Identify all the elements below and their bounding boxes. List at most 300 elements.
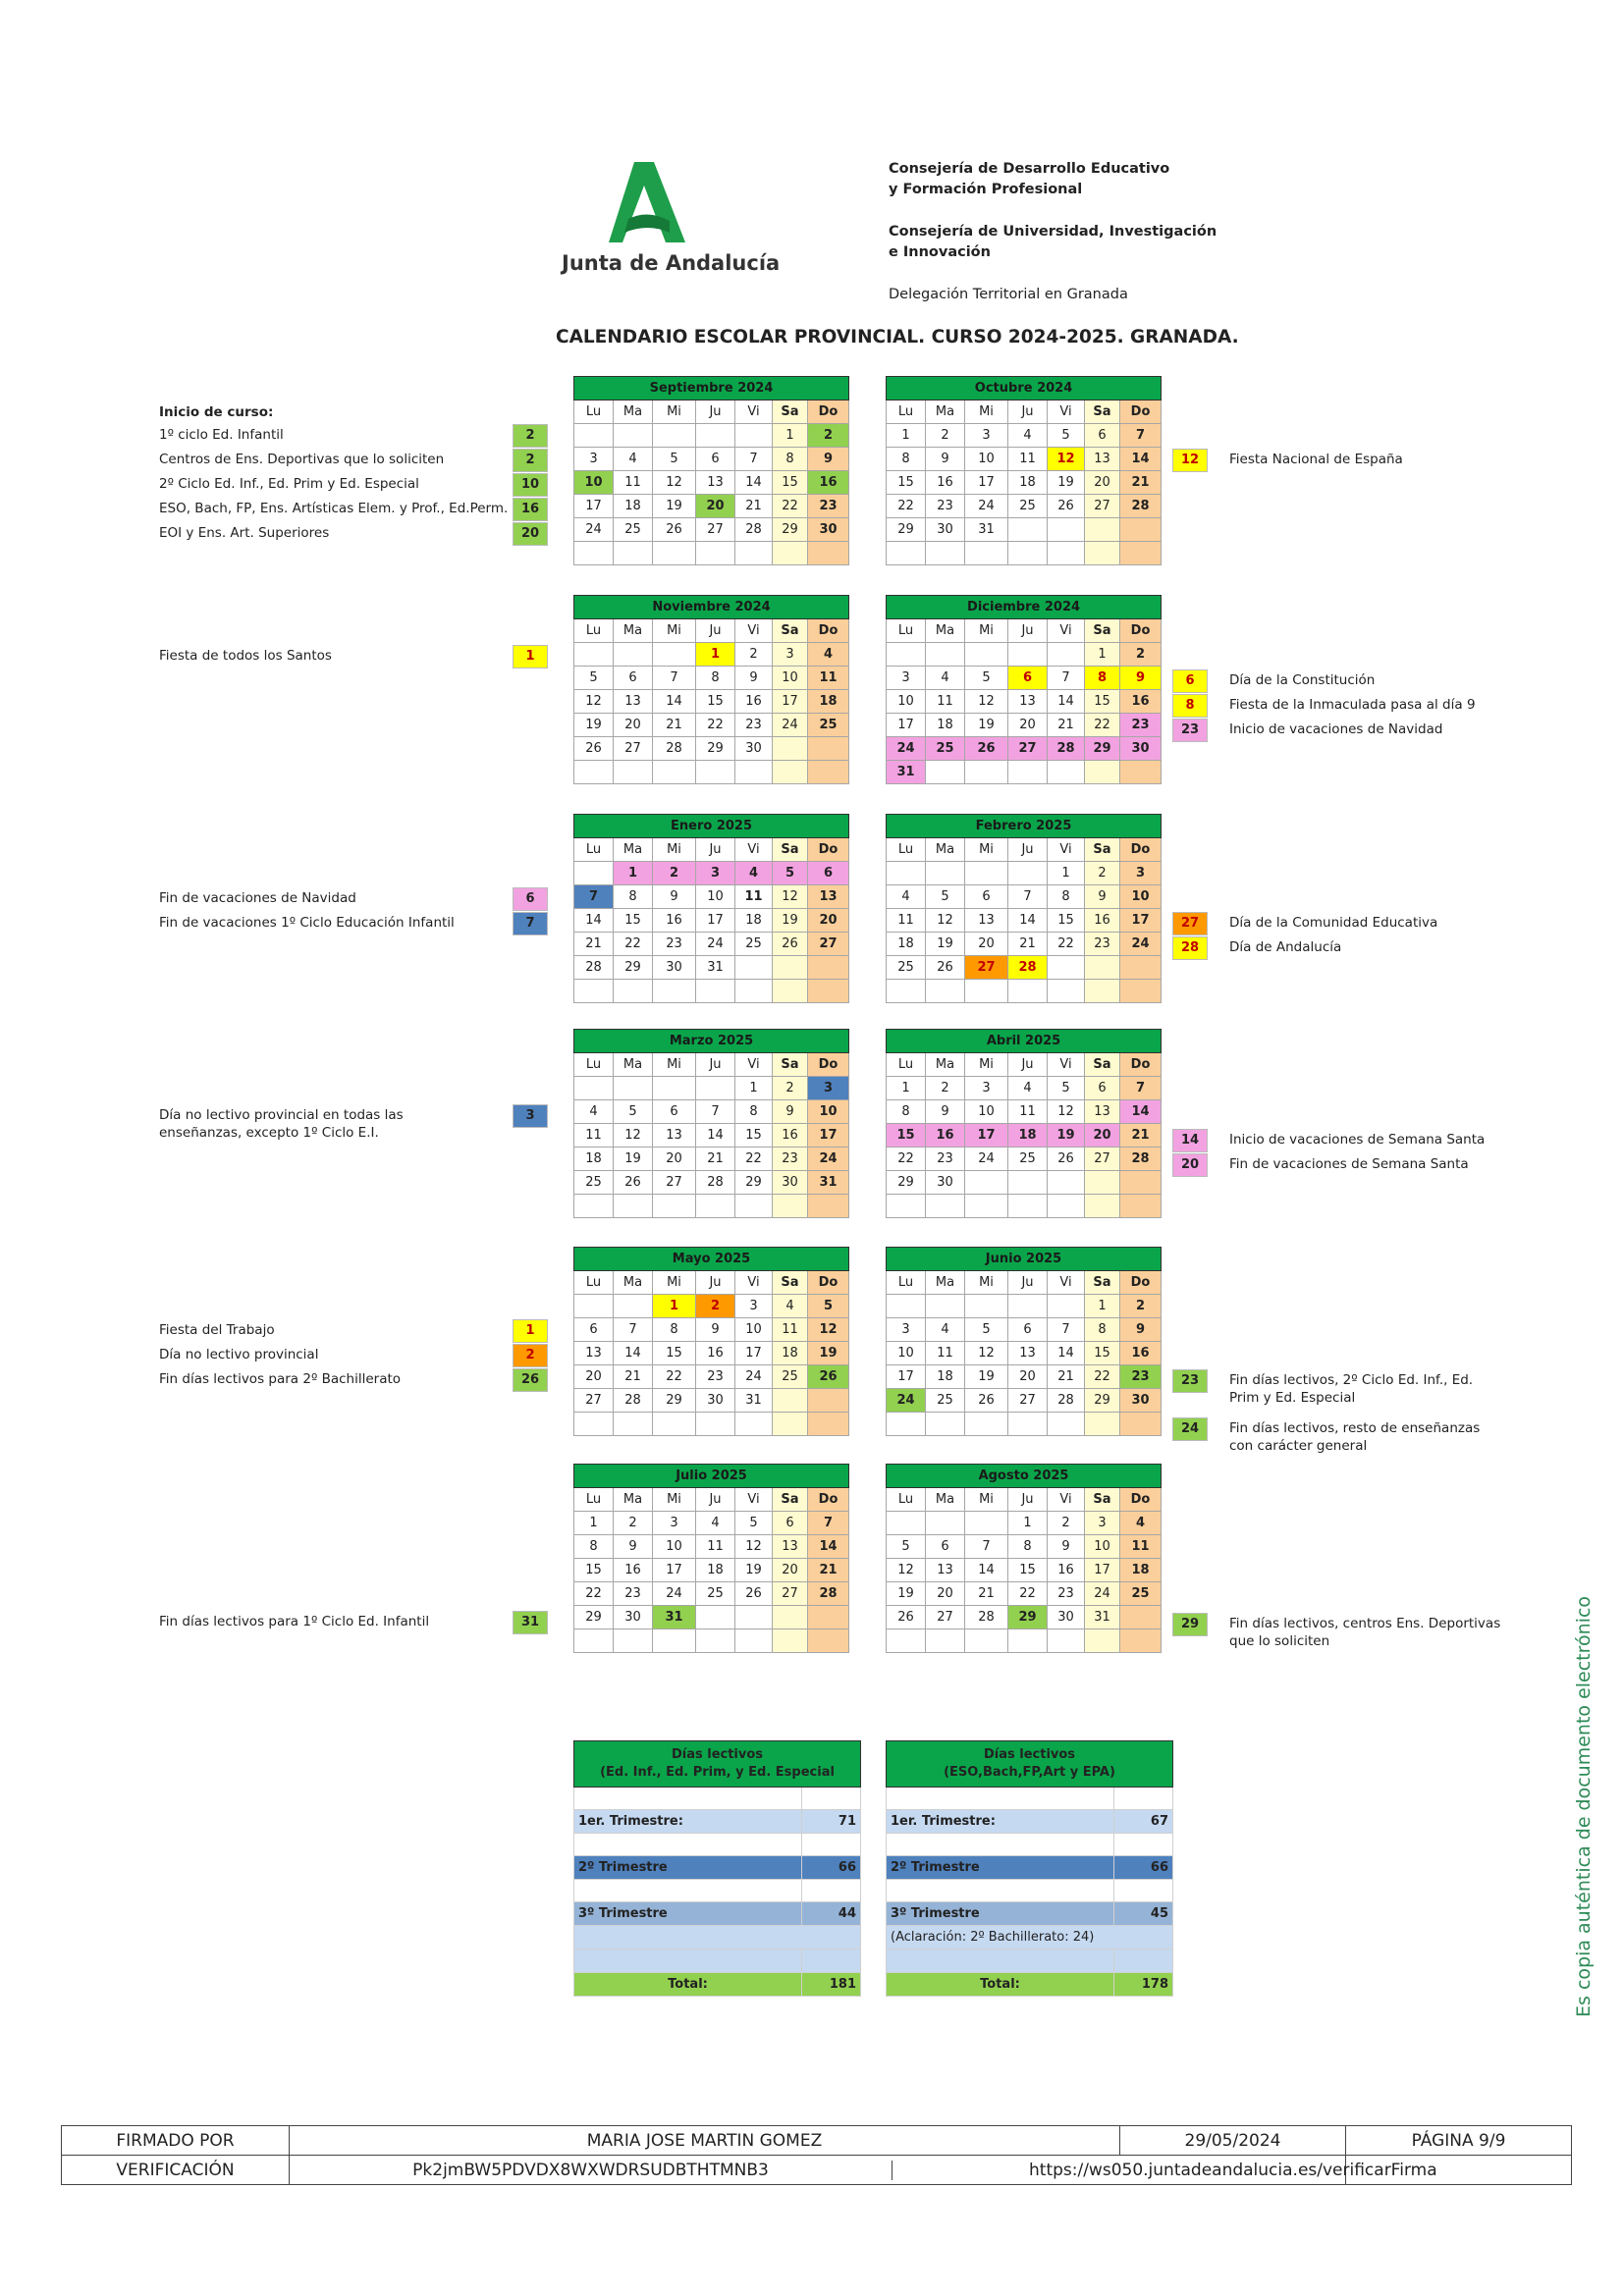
weekday-header: Do [808, 1488, 849, 1512]
empty-cell [773, 956, 808, 980]
day-cell: 5 [965, 667, 1008, 690]
empty-cell [887, 1413, 926, 1436]
empty-cell [773, 980, 808, 1003]
day-cell: 10 [887, 690, 926, 714]
day-cell: 1 [653, 1295, 696, 1318]
day-cell: 27 [1008, 737, 1048, 761]
legend-line: que lo soliciten [1229, 1633, 1330, 1649]
day-cell: 11 [926, 690, 965, 714]
empty-cell [696, 1629, 735, 1653]
weekday-header: Ma [926, 400, 965, 424]
day-cell: 19 [926, 933, 965, 956]
legend-line: Día de la Constitución [1229, 672, 1376, 688]
day-cell: 22 [653, 1365, 696, 1389]
summary-value: 66 [802, 1856, 861, 1880]
day-cell: 24 [773, 714, 808, 737]
weekday-header: Do [1120, 400, 1162, 424]
empty-cell [965, 1629, 1008, 1653]
day-cell: 12 [574, 690, 614, 714]
weekday-header: Ju [696, 838, 735, 862]
day-cell: 4 [614, 448, 653, 471]
dept2-line1: Consejería de Universidad, Investigación [889, 224, 1217, 240]
empty-cell [1048, 643, 1085, 667]
empty-cell [1120, 1195, 1162, 1218]
weekday-header: Sa [773, 1271, 808, 1295]
month-title: Enero 2025 [574, 815, 849, 838]
day-cell: 3 [773, 643, 808, 667]
day-cell: 31 [696, 956, 735, 980]
day-cell: 5 [965, 1318, 1008, 1342]
day-cell: 1 [614, 862, 653, 885]
left-legend-badge: 16 [513, 498, 548, 521]
day-cell: 4 [808, 643, 849, 667]
day-cell: 6 [696, 448, 735, 471]
left-legend-label: Día no lectivo provincial [159, 1347, 319, 1362]
day-cell: 24 [1120, 933, 1162, 956]
day-cell: 3 [887, 667, 926, 690]
day-cell: 14 [1120, 448, 1162, 471]
verif-url[interactable]: https://ws050.juntadeandalucia.es/verificarFirma [1029, 2161, 1437, 2180]
day-cell: 5 [808, 1295, 849, 1318]
month-8 [886, 1029, 1162, 1218]
summary-value [802, 1788, 861, 1810]
day-cell: 12 [808, 1318, 849, 1342]
weekday-header: Do [1120, 1053, 1162, 1077]
day-cell: 29 [653, 1389, 696, 1413]
summary-title [574, 1741, 861, 1788]
day-cell: 26 [965, 1389, 1008, 1413]
day-cell: 12 [965, 690, 1008, 714]
day-cell: 10 [653, 1535, 696, 1559]
weekday-header: Vi [735, 400, 773, 424]
day-cell: 10 [965, 1100, 1008, 1124]
weekday-header: Do [808, 838, 849, 862]
summary-title-line: (Ed. Inf., Ed. Prim, y Ed. Especial [600, 1765, 835, 1780]
right-legend-badge: 28 [1172, 936, 1208, 960]
empty-cell [653, 424, 696, 448]
empty-cell [735, 1195, 773, 1218]
day-cell: 8 [735, 1100, 773, 1124]
day-cell: 28 [735, 518, 773, 542]
side-note: Es copia auténtica de documento electrónico [1573, 1595, 1595, 2017]
day-cell: 5 [1048, 1077, 1085, 1100]
weekday-header: Do [808, 400, 849, 424]
day-cell: 14 [735, 471, 773, 495]
day-cell: 7 [965, 1535, 1008, 1559]
empty-cell [735, 956, 773, 980]
day-cell: 18 [773, 1342, 808, 1365]
day-cell: 28 [808, 1582, 849, 1606]
month-4 [886, 595, 1162, 784]
empty-cell [1085, 518, 1120, 542]
day-cell: 10 [965, 448, 1008, 471]
day-cell: 21 [696, 1148, 735, 1171]
day-cell: 9 [808, 448, 849, 471]
empty-cell [653, 761, 696, 784]
day-cell: 3 [653, 1512, 696, 1535]
summary-total-label: Total: [574, 1973, 802, 1997]
day-cell: 15 [1048, 909, 1085, 933]
day-cell: 1 [1085, 1295, 1120, 1318]
weekday-header: Lu [574, 1271, 614, 1295]
day-cell: 14 [574, 909, 614, 933]
day-cell: 1 [1085, 643, 1120, 667]
summary-label: 1er. Trimestre: [887, 1810, 1114, 1834]
day-cell: 5 [653, 448, 696, 471]
day-cell: 26 [887, 1606, 926, 1629]
day-cell: 18 [808, 690, 849, 714]
day-cell: 2 [1048, 1512, 1085, 1535]
day-cell: 5 [1048, 424, 1085, 448]
day-cell: 3 [696, 862, 735, 885]
day-cell: 13 [696, 471, 735, 495]
weekday-header: Do [1120, 1271, 1162, 1295]
dept1-line2: y Formación Profesional [889, 182, 1083, 197]
empty-cell [574, 1413, 614, 1436]
empty-cell [735, 1629, 773, 1653]
summary-value [1114, 1949, 1173, 1973]
empty-cell [1048, 1413, 1085, 1436]
weekday-header: Vi [735, 1271, 773, 1295]
day-cell: 2 [926, 1077, 965, 1100]
empty-cell [614, 542, 653, 565]
left-legend-badge: 31 [513, 1611, 548, 1634]
empty-cell [574, 1077, 614, 1100]
left-legend-label: Fiesta del Trabajo [159, 1322, 275, 1338]
day-cell: 16 [653, 909, 696, 933]
day-cell: 23 [773, 1148, 808, 1171]
day-cell: 19 [574, 714, 614, 737]
day-cell: 30 [653, 956, 696, 980]
day-cell: 28 [696, 1171, 735, 1195]
day-cell: 22 [1085, 1365, 1120, 1389]
dept1 [889, 159, 1169, 200]
day-cell: 9 [926, 448, 965, 471]
empty-cell [735, 980, 773, 1003]
empty-cell [614, 1413, 653, 1436]
day-cell: 1 [773, 424, 808, 448]
day-cell: 28 [1120, 1148, 1162, 1171]
day-cell: 30 [808, 518, 849, 542]
summary-value: 45 [1114, 1902, 1173, 1926]
day-cell: 28 [1048, 737, 1085, 761]
day-cell: 25 [926, 737, 965, 761]
day-cell: 24 [887, 737, 926, 761]
weekday-header: Mi [653, 619, 696, 643]
summary-label [887, 1834, 1114, 1856]
empty-cell [926, 980, 965, 1003]
day-cell: 20 [696, 495, 735, 518]
month-6 [886, 814, 1162, 1003]
day-cell: 22 [1008, 1582, 1048, 1606]
empty-cell [574, 424, 614, 448]
empty-cell [1048, 1195, 1085, 1218]
day-cell: 14 [653, 690, 696, 714]
day-cell: 7 [653, 667, 696, 690]
day-cell: 24 [735, 1365, 773, 1389]
right-legend-label [1229, 1155, 1469, 1173]
day-cell: 18 [1008, 1124, 1048, 1148]
day-cell: 6 [965, 885, 1008, 909]
empty-cell [808, 980, 849, 1003]
day-cell: 16 [808, 471, 849, 495]
empty-cell [1008, 1171, 1048, 1195]
weekday-header: Do [1120, 1488, 1162, 1512]
day-cell: 15 [614, 909, 653, 933]
weekday-header: Sa [773, 619, 808, 643]
weekday-header: Ma [614, 1271, 653, 1295]
day-cell: 20 [808, 909, 849, 933]
day-cell: 12 [653, 471, 696, 495]
sign-date: 29/05/2024 [1120, 2126, 1346, 2156]
empty-cell [1008, 1295, 1048, 1318]
day-cell: 12 [735, 1535, 773, 1559]
day-cell: 26 [926, 956, 965, 980]
empty-cell [926, 1629, 965, 1653]
day-cell: 16 [614, 1559, 653, 1582]
weekday-header: Sa [773, 1488, 808, 1512]
day-cell: 17 [1120, 909, 1162, 933]
empty-cell [653, 643, 696, 667]
day-cell: 18 [926, 1365, 965, 1389]
day-cell: 8 [887, 448, 926, 471]
day-cell: 11 [614, 471, 653, 495]
summary-table-2 [886, 1740, 1173, 1997]
day-cell: 15 [696, 690, 735, 714]
day-cell: 8 [1085, 1318, 1120, 1342]
empty-cell [1085, 1629, 1120, 1653]
day-cell: 7 [1120, 1077, 1162, 1100]
empty-cell [773, 737, 808, 761]
weekday-header: Ma [614, 400, 653, 424]
summary-total-value: 178 [1114, 1973, 1173, 1997]
empty-cell [773, 1195, 808, 1218]
month-11 [573, 1464, 849, 1653]
empty-cell [653, 1413, 696, 1436]
weekday-header: Lu [574, 1488, 614, 1512]
weekday-header: Lu [887, 1053, 926, 1077]
empty-cell [1085, 956, 1120, 980]
day-cell: 10 [1120, 885, 1162, 909]
empty-cell [965, 1195, 1008, 1218]
legend-line: con carácter general [1229, 1438, 1368, 1454]
day-cell: 11 [808, 667, 849, 690]
summary-value [802, 1949, 861, 1973]
weekday-header: Mi [653, 1053, 696, 1077]
empty-cell [808, 1629, 849, 1653]
month-title: Septiembre 2024 [574, 377, 849, 400]
weekday-header: Do [808, 1053, 849, 1077]
day-cell: 17 [965, 1124, 1008, 1148]
day-cell: 29 [1008, 1606, 1048, 1629]
day-cell: 30 [735, 737, 773, 761]
day-cell: 25 [614, 518, 653, 542]
day-cell: 29 [1085, 737, 1120, 761]
weekday-header: Ju [1008, 619, 1048, 643]
day-cell: 19 [773, 909, 808, 933]
empty-cell [887, 1295, 926, 1318]
summary-value: 44 [802, 1902, 861, 1926]
weekday-header: Ma [926, 619, 965, 643]
summary-total-value: 181 [802, 1973, 861, 1997]
weekday-header: Ju [696, 619, 735, 643]
day-cell: 17 [887, 1365, 926, 1389]
weekday-header: Ma [614, 1488, 653, 1512]
day-cell: 13 [574, 1342, 614, 1365]
day-cell: 1 [887, 424, 926, 448]
day-cell: 19 [614, 1148, 653, 1171]
empty-cell [887, 1629, 926, 1653]
day-cell: 4 [1120, 1512, 1162, 1535]
empty-cell [773, 542, 808, 565]
day-cell: 6 [574, 1318, 614, 1342]
day-cell: 17 [653, 1559, 696, 1582]
day-cell: 30 [1048, 1606, 1085, 1629]
day-cell: 1 [574, 1512, 614, 1535]
day-cell: 24 [653, 1582, 696, 1606]
weekday-header: Vi [1048, 400, 1085, 424]
weekday-header: Sa [773, 1053, 808, 1077]
summary-label [574, 1880, 802, 1902]
weekday-header: Ma [926, 1488, 965, 1512]
left-legend-label: 1º ciclo Ed. Infantil [159, 427, 284, 443]
day-cell: 23 [1048, 1582, 1085, 1606]
weekday-header: Vi [1048, 838, 1085, 862]
day-cell: 7 [614, 1318, 653, 1342]
day-cell: 13 [808, 885, 849, 909]
right-legend-label [1229, 1615, 1500, 1650]
empty-cell [887, 643, 926, 667]
empty-cell [574, 761, 614, 784]
page-number: PÁGINA 9/9 [1346, 2126, 1572, 2156]
day-cell: 11 [574, 1124, 614, 1148]
day-cell: 6 [1008, 1318, 1048, 1342]
weekday-header: Mi [653, 838, 696, 862]
day-cell: 24 [574, 518, 614, 542]
weekday-header: Sa [773, 838, 808, 862]
day-cell: 6 [808, 862, 849, 885]
logo-text: Junta de Andalucía [562, 251, 781, 275]
day-cell: 13 [614, 690, 653, 714]
day-cell: 15 [773, 471, 808, 495]
day-cell: 20 [926, 1582, 965, 1606]
day-cell: 25 [1008, 495, 1048, 518]
empty-cell [735, 1606, 773, 1629]
day-cell: 20 [1085, 1124, 1120, 1148]
day-cell: 21 [1048, 1365, 1085, 1389]
empty-cell [696, 1413, 735, 1436]
day-cell: 17 [735, 1342, 773, 1365]
day-cell: 4 [887, 885, 926, 909]
day-cell: 18 [926, 714, 965, 737]
empty-cell [1008, 542, 1048, 565]
day-cell: 10 [773, 667, 808, 690]
summary-title-line: Días lectivos [983, 1747, 1076, 1762]
month-title: Mayo 2025 [574, 1248, 849, 1271]
weekday-header: Vi [1048, 1488, 1085, 1512]
day-cell: 19 [1048, 471, 1085, 495]
right-legend-badge: 20 [1172, 1153, 1208, 1177]
summary-note [574, 1926, 861, 1949]
empty-cell [1048, 542, 1085, 565]
weekday-header: Ju [696, 1053, 735, 1077]
day-cell: 19 [965, 1365, 1008, 1389]
summary-value [802, 1880, 861, 1902]
day-cell: 9 [614, 1535, 653, 1559]
empty-cell [926, 1512, 965, 1535]
day-cell: 29 [735, 1171, 773, 1195]
day-cell: 7 [696, 1100, 735, 1124]
summary-value: 66 [1114, 1856, 1173, 1880]
day-cell: 13 [773, 1535, 808, 1559]
empty-cell [1120, 1629, 1162, 1653]
day-cell: 11 [773, 1318, 808, 1342]
day-cell: 10 [696, 885, 735, 909]
left-legend-badge: 7 [513, 912, 548, 935]
summary-total-label: Total: [887, 1973, 1114, 1997]
day-cell: 7 [735, 448, 773, 471]
day-cell: 9 [773, 1100, 808, 1124]
weekday-header: Ma [926, 838, 965, 862]
empty-cell [1008, 1195, 1048, 1218]
empty-cell [1085, 761, 1120, 784]
day-cell: 5 [614, 1100, 653, 1124]
left-legend-badge: 3 [513, 1104, 548, 1128]
day-cell: 14 [1120, 1100, 1162, 1124]
month-title: Abril 2025 [887, 1030, 1162, 1053]
month-7 [573, 1029, 849, 1218]
empty-cell [965, 980, 1008, 1003]
empty-cell [1085, 1195, 1120, 1218]
weekday-header: Sa [1085, 1488, 1120, 1512]
day-cell: 15 [1008, 1559, 1048, 1582]
day-cell: 2 [808, 424, 849, 448]
month-3 [573, 595, 849, 784]
day-cell: 19 [808, 1342, 849, 1365]
day-cell: 4 [1008, 1077, 1048, 1100]
day-cell: 8 [1008, 1535, 1048, 1559]
weekday-header: Ju [1008, 1271, 1048, 1295]
day-cell: 17 [696, 909, 735, 933]
day-cell: 29 [696, 737, 735, 761]
weekday-header: Ju [1008, 1488, 1048, 1512]
summary-title-line: (ESO,Bach,FP,Art y EPA) [944, 1765, 1115, 1780]
empty-cell [1008, 980, 1048, 1003]
day-cell: 9 [653, 885, 696, 909]
weekday-header: Do [1120, 838, 1162, 862]
empty-cell [696, 1195, 735, 1218]
summary-label [887, 1949, 1114, 1973]
day-cell: 8 [614, 885, 653, 909]
summary-label: 2º Trimestre [574, 1856, 802, 1880]
day-cell: 1 [696, 643, 735, 667]
legend-line: Inicio de vacaciones de Semana Santa [1229, 1132, 1486, 1148]
empty-cell [965, 1171, 1008, 1195]
day-cell: 9 [1120, 667, 1162, 690]
empty-cell [1008, 1629, 1048, 1653]
weekday-header: Vi [735, 619, 773, 643]
day-cell: 25 [696, 1582, 735, 1606]
left-legend-badge: 6 [513, 887, 548, 911]
day-cell: 11 [696, 1535, 735, 1559]
weekday-header: Lu [887, 1488, 926, 1512]
day-cell: 14 [1008, 909, 1048, 933]
day-cell: 6 [1085, 1077, 1120, 1100]
summary-table-1 [573, 1740, 861, 1997]
day-cell: 27 [773, 1582, 808, 1606]
weekday-header: Ju [1008, 838, 1048, 862]
empty-cell [926, 1295, 965, 1318]
